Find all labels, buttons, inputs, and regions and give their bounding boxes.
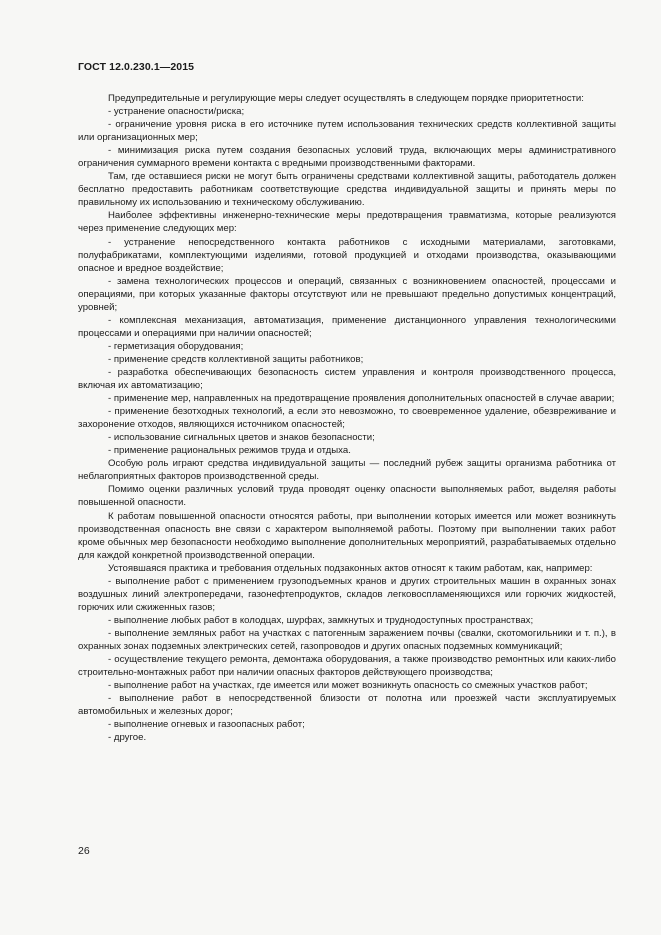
body-paragraph: Особую роль играют средства индивидуальной защиты — последний рубеж защиты организма работника от неблагоприятных факторов производственной среды.	[78, 458, 616, 483]
body-paragraph: - выполнение работ в непосредственной близости от полотна или проезжей части эксплуатируемых автомобильных и железных дорог;	[78, 693, 616, 718]
body-paragraph: - выполнение любых работ в колодцах, шурфах, замкнутых и труднодоступных пространствах;	[108, 614, 534, 626]
body-paragraph: Помимо оценки различных условий труда проводят оценку опасности выполняемых работ, выделяя работы повышенной опасности.	[78, 484, 616, 509]
document-header: ГОСТ 12.0.230.1—2015	[78, 61, 195, 73]
body-paragraph: - выполнение огневых и газоопасных работ;	[108, 719, 305, 731]
body-paragraph: - минимизация риска путем создания безопасных условий труда, включающих меры административного ограничения суммарного времени контакта с вредными производственными факторами.	[78, 145, 616, 170]
body-paragraph: - выполнение земляных работ на участках с патогенным заражением почвы (свалки, скотомогильники и т. п.), в охранных зонах подземных электрических сетей, газопроводов и других опасных подземных коммуникаций;	[78, 627, 616, 652]
body-paragraph: - выполнение работ с применением грузоподъемных кранов и других строительных машин в охранных зонах воздушных линий электропередачи, газонефтепродуктов, складов легковоспламеняющихся или горючих жидкостей, горючих или сжиженных газов;	[78, 575, 616, 613]
body-paragraph: - герметизация оборудования;	[108, 340, 244, 352]
body-paragraph: - комплексная механизация, автоматизация, применение дистанционного управления технологическими процессами и операциями при наличии опасностей;	[78, 314, 616, 339]
body-paragraph: - применение рациональных режимов труда и отдыха.	[108, 445, 351, 457]
body-paragraph: - использование сигнальных цветов и знаков безопасности;	[108, 432, 375, 444]
body-paragraph: - применение средств коллективной защиты работников;	[108, 353, 364, 365]
body-paragraph: - устранение непосредственного контакта работников с исходными материалами, заготовками, полуфабрикатами, комплектующими изделиями, готовой продукцией и отходами производства, оказывающими опасное и вредное воздействие;	[78, 236, 616, 274]
body-paragraph: К работам повышенной опасности относятся работы, при выполнении которых имеется или может возникнуть производственная опасность вне связи с характером выполняемой работы. Поэтому при выполнении таких работ кроме обычных мер безопасности необходимо выполнение дополнительных мероприятий, разрабатываемых отдельно для каждой конкретной производственной операции.	[78, 510, 616, 561]
body-paragraph: Там, где оставшиеся риски не могут быть ограничены средствами коллективной защиты, работодатель должен бесплатно предоставить работникам соответствующие средства индивидуальной защиты и принять меры по правильному их использованию и техническому обслуживанию.	[78, 171, 616, 209]
page-number: 26	[78, 845, 90, 857]
body-paragraph: - замена технологических процессов и операций, связанных с возникновением опасностей, процессами и операциями, при которых указанные факторы отсутствуют или не превышают предельно допустимых концентраций, уровней;	[78, 275, 616, 313]
body-paragraph: - применение безотходных технологий, а если это невозможно, то своевременное удаление, обезвреживание и захоронение отходов, являющихся источником опасностей;	[78, 406, 616, 431]
body-paragraph: - другое.	[108, 732, 147, 744]
body-paragraph: - устранение опасности/риска;	[108, 106, 245, 118]
body-paragraph: - ограничение уровня риска в его источнике путем использования технических средств коллективной защиты или организационных мер;	[78, 119, 616, 144]
body-paragraph: - применение мер, направленных на предотвращение проявления дополнительных опасностей в случае аварии;	[108, 393, 615, 405]
body-paragraph: - разработка обеспечивающих безопасность систем управления и контроля производственного процесса, включая их автоматизацию;	[78, 366, 616, 392]
document-body	[78, 92, 616, 744]
body-paragraph: - выполнение работ на участках, где имеется или может возникнуть опасность со смежных участков работ;	[108, 680, 588, 692]
body-paragraph: Предупредительные и регулирующие меры следует осуществлять в следующем порядке приоритетности:	[108, 93, 584, 104]
body-paragraph: Наиболее эффективны инженерно-технические меры предотвращения травматизма, которые реализуются через применение следующих мер:	[78, 210, 616, 235]
body-paragraph: Устоявшаяся практика и требования отдельных подзаконных актов относят к таким работам, как, например:	[108, 562, 593, 574]
body-paragraph: - осуществление текущего ремонта, демонтажа оборудования, а также производство ремонтных или каких-либо строительно-монтажных работ при наличии опасных факторов действующего производства;	[78, 654, 616, 679]
